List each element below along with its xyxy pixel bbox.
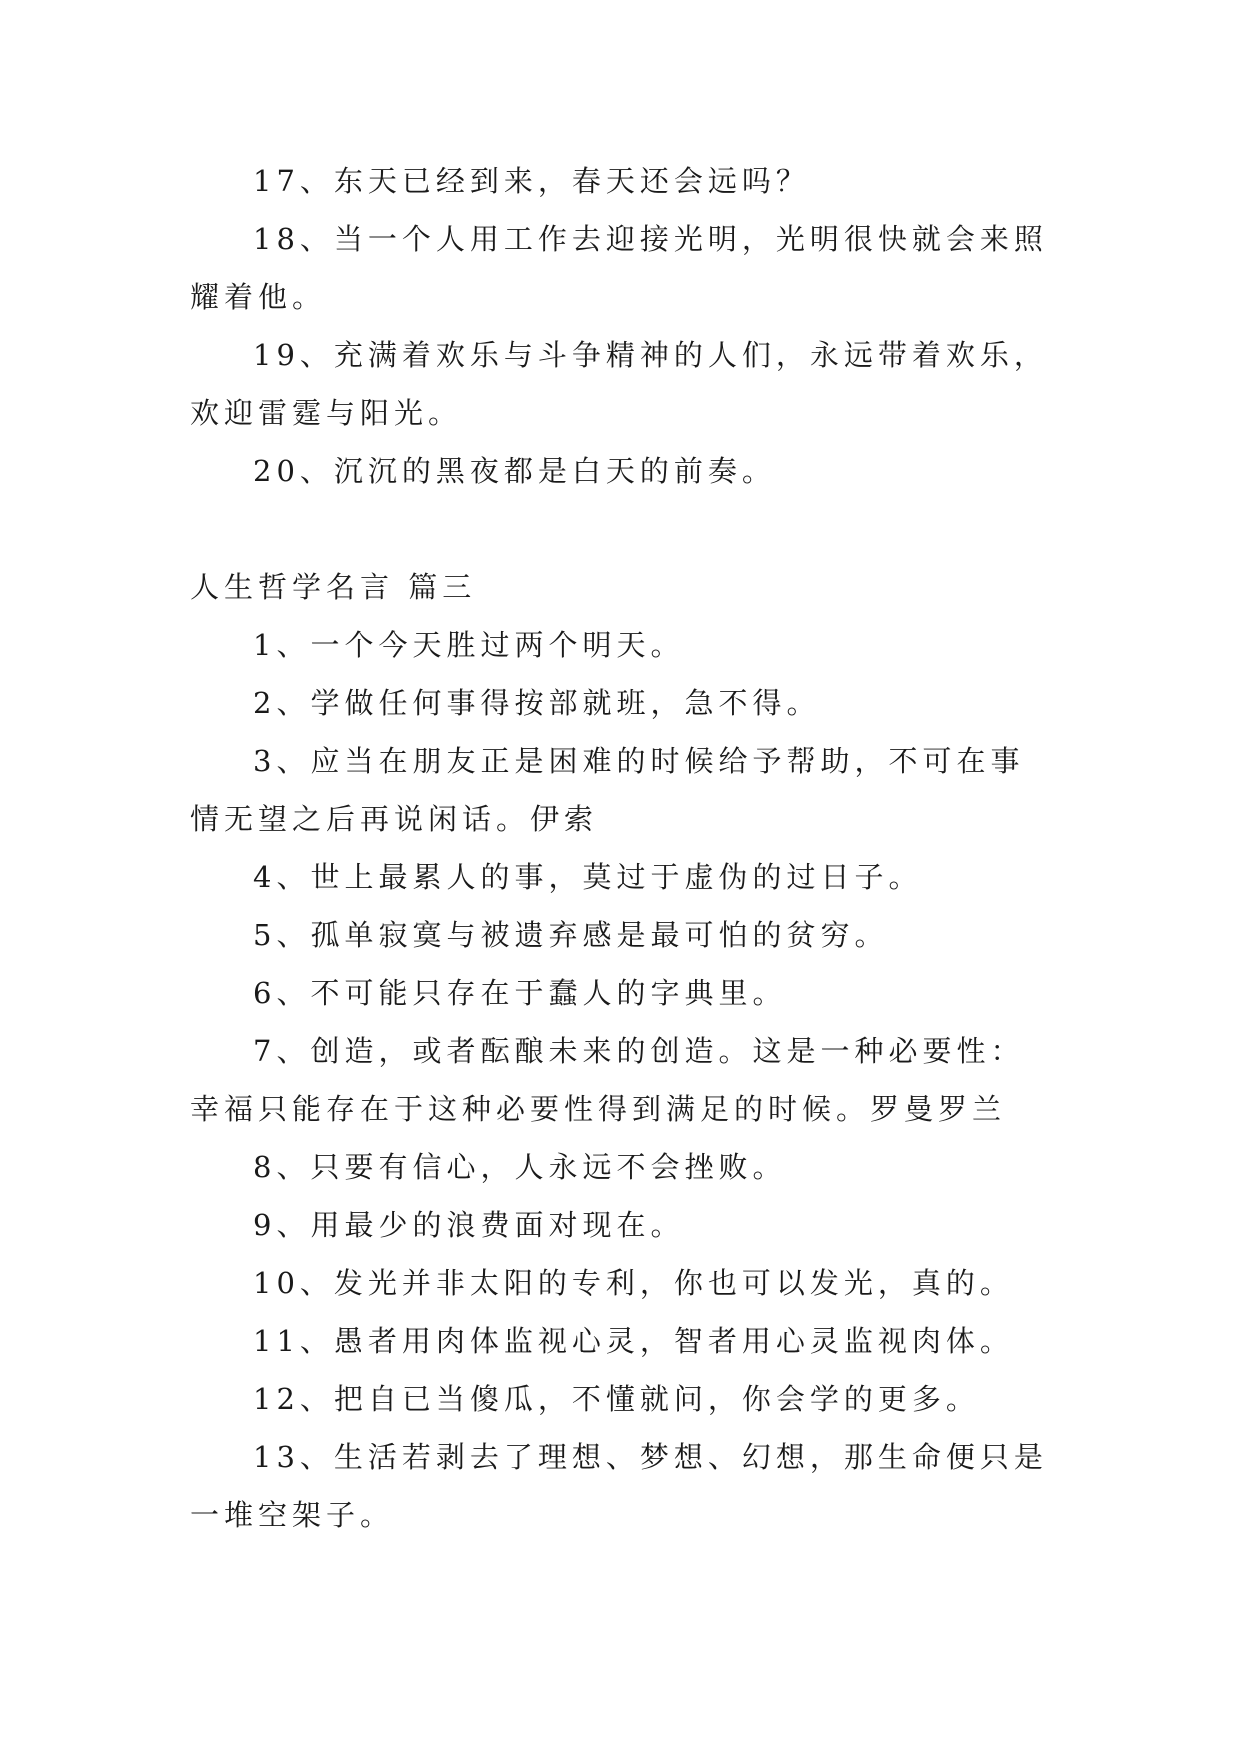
quote-6: 6、不可能只存在于蠢人的字典里。: [253, 976, 787, 1010]
quote-4: 4、世上最累人的事，莫过于虚伪的过日子。: [253, 860, 923, 894]
quote-17: 17、东天已经到来，春天还会远吗？: [253, 164, 810, 198]
section-spacer: [190, 500, 1058, 558]
quote-2: 2、学做任何事得按部就班，急不得。: [253, 686, 821, 720]
quote-5: 5、孤单寂寞与被遗弃感是最可怕的贫穷。: [253, 918, 889, 952]
quote-12: 12、把自已当傻瓜，不懂就问，你会学的更多。: [253, 1382, 980, 1416]
quote-7: 7、创造，或者酝酿未来的创造。这是一种必要性：幸福只能存在于这种必要性得到满足的时候。罗曼罗兰: [190, 1034, 1025, 1126]
section-title: 人生哲学名言 篇三: [190, 570, 477, 604]
quote-9: 9、用最少的浪费面对现在。: [253, 1208, 685, 1242]
quote-19: 19、充满着欢乐与斗争精神的人们，永远带着欢乐，欢迎雷霆与阳光。: [190, 338, 1048, 430]
quote-11: 11、愚者用肉体监视心灵，智者用心灵监视肉体。: [253, 1324, 1014, 1358]
quote-8: 8、只要有信心，人永远不会挫败。: [253, 1150, 787, 1184]
quote-3: 3、应当在朋友正是困难的时候给予帮助，不可在事情无望之后再说闲话。伊索: [190, 744, 1025, 836]
quote-10: 10、发光并非太阳的专利，你也可以发光，真的。: [253, 1266, 1014, 1300]
quote-13: 13、生活若剥去了理想、梦想、幻想，那生命便只是一堆空架子。: [190, 1440, 1048, 1532]
document-body: [190, 152, 1058, 1544]
quote-18: 18、当一个人用工作去迎接光明，光明很快就会来照耀着他。: [190, 222, 1048, 314]
quote-20: 20、沉沉的黑夜都是白天的前奏。: [253, 454, 776, 488]
quote-1: 1、一个今天胜过两个明天。: [253, 628, 685, 662]
